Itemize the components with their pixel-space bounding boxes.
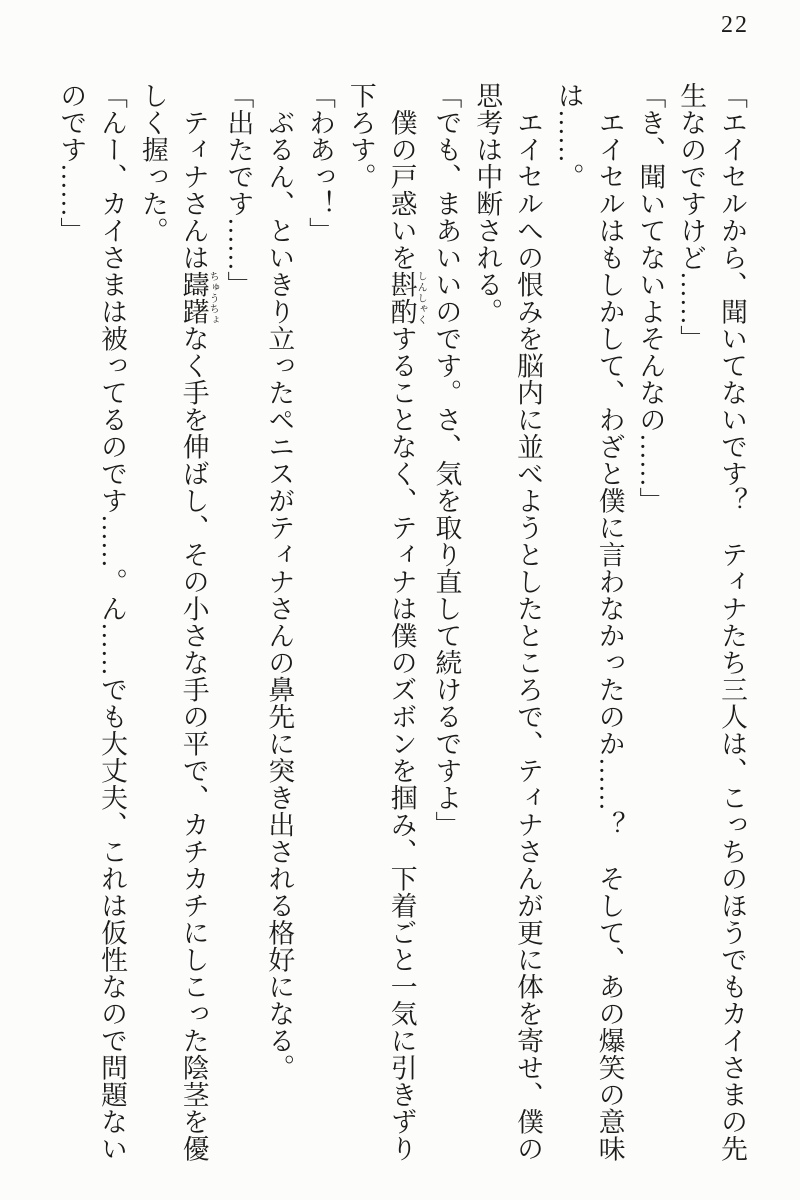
text-line: ティナさんは躊躇ちゅうちょなく手を伸ばし、その小さな手の平で、カチカチにしこった陰茎を優: [178, 82, 219, 1162]
text-line: 僕の戸惑いを斟酌しんしゃくすることなく、ティナは僕のズボンを掴み、下着ごと一気に引きずり: [386, 82, 427, 1162]
text-line: 「き、聞いてないよそんなの……」: [635, 82, 666, 514]
text-line: 「わあっ！」: [305, 82, 336, 244]
text-line: エイセルへの恨みを脳内に並べようとしたところで、ティナさんが更に体を寄せ、僕の: [513, 82, 544, 1162]
text-line: 「でも、まあいいのです。さ、気を取り直して続けるですよ」: [431, 82, 462, 838]
text-line: 思考は中断される。: [472, 82, 503, 325]
text-line: 「エイセルから、聞いてないです？ ティナたち三人は、こっちのほうでもカイさまの先: [717, 82, 747, 1162]
text-block: [50, 82, 752, 1177]
text-line: エイセルはもしかして、わざと僕に言わなかったのか……？ そして、あの爆笑の意味: [594, 82, 625, 1162]
text-line: 下ろす。: [345, 82, 376, 190]
text-line: ぶるん、といきり立ったペニスがティナさんの鼻先に突き出される格好になる。: [264, 82, 295, 1081]
text-line: のです……」: [56, 82, 87, 244]
ruby-annotation: 斟酌しんしゃく: [386, 271, 427, 325]
ruby-annotation: 躊躇ちゅうちょ: [178, 271, 219, 325]
text-line: しく握った。: [137, 82, 168, 244]
text-line: 「出たです……」: [223, 82, 254, 298]
text-line: 「んー、カイさまは被ってるのです……。ん……でも大丈夫、これは仮性なので問題ない: [97, 82, 128, 1162]
text-line: は……。: [553, 82, 584, 190]
text-line: 生なのですけど……」: [676, 82, 707, 352]
page-number: 22: [721, 12, 749, 38]
